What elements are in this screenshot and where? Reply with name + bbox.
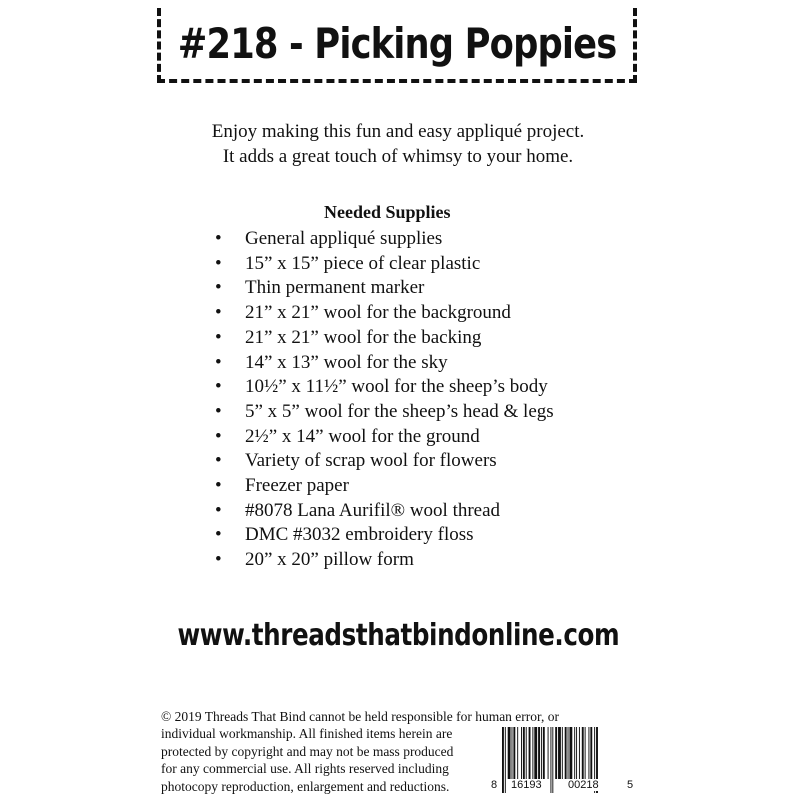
bullet-icon: • (215, 252, 222, 274)
list-item (215, 227, 554, 252)
barcode-bar (529, 727, 531, 779)
bullet-icon: • (215, 228, 222, 249)
list-item (215, 276, 554, 301)
barcode-left-digits: 16193 (511, 779, 542, 791)
supply-item-text: #8078 Lana Aurifil® wool thread (245, 499, 501, 521)
barcode-bar (548, 727, 549, 779)
supply-item-text: 21” x 21” wool for the background (245, 302, 511, 324)
intro-line-2: It adds a great touch of whimsy to your home. (222, 146, 574, 167)
supply-item-text: 15” x 15” piece of clear plastic (245, 252, 481, 274)
list-item (215, 474, 554, 499)
barcode-bar (569, 727, 572, 779)
supply-item-text: 21” x 21” wool for the backing (245, 326, 482, 348)
supply-item-text: 14” x 13” wool for the sky (245, 351, 448, 373)
bullet-icon: • (215, 475, 222, 497)
barcode-bar (512, 727, 513, 779)
bullet-icon: • (215, 302, 222, 324)
bullet-icon: • (215, 400, 222, 422)
barcode-right-digits: 00218 (568, 779, 599, 791)
bullet-icon: • (215, 351, 222, 373)
barcode-lead-digit: 8 (491, 779, 498, 791)
bullet-icon: • (215, 376, 222, 398)
bullet-icon: • (215, 277, 222, 299)
barcode-bar (562, 727, 563, 779)
barcode-bar (541, 727, 542, 779)
supply-item-text: Freezer paper (245, 475, 349, 497)
barcode-bar (508, 727, 511, 779)
supply-item-text: General appliqué supplies (245, 228, 443, 249)
list-item (215, 326, 554, 351)
barcode-bar (588, 727, 589, 779)
barcode-bar (521, 727, 522, 779)
barcode-bar (565, 727, 567, 779)
barcode-bar (582, 727, 584, 779)
bullet-icon: • (215, 499, 222, 521)
bullet-icon: • (215, 524, 222, 546)
barcode-bar (590, 727, 592, 779)
barcode-bar (523, 727, 525, 779)
barcode-bar (574, 727, 575, 779)
page-title: #218 - Picking Poppies (177, 19, 617, 68)
supply-item-text: 5” x 5” wool for the sheep’s head & legs (245, 400, 554, 422)
bullet-icon: • (215, 425, 222, 447)
list-item (215, 499, 554, 524)
copyright-line-2: individual workmanship. All finished items herein are (161, 726, 453, 741)
copyright-line-5: photocopy reproduction, enlargement and reductions. (161, 778, 450, 794)
barcode-bar (558, 727, 561, 779)
supplies-heading: Needed Supplies (324, 202, 451, 222)
intro-text (0, 119, 796, 169)
barcode-bar (576, 727, 577, 779)
barcode-bar (526, 727, 527, 779)
supplies-list (215, 227, 554, 573)
bullet-icon: • (215, 326, 222, 348)
barcode-bar (579, 727, 580, 779)
bullet-icon: • (215, 450, 222, 472)
list-item (215, 523, 554, 548)
barcode-bar (543, 727, 545, 779)
intro-line-1: Enjoy making this fun and easy appliqué project. (211, 121, 585, 142)
list-item (215, 548, 554, 573)
barcode-check-digit: 5 (627, 779, 634, 791)
list-item (215, 351, 554, 376)
barcode-bar (585, 727, 586, 779)
list-item (215, 449, 554, 474)
bullet-icon: • (215, 549, 222, 571)
copyright-line-4: for any commercial use. All rights reserved including (161, 761, 449, 777)
list-item (215, 375, 554, 400)
supply-item-text: 10½” x 11½” wool for the sheep’s body (245, 376, 548, 398)
barcode-bar (538, 727, 540, 779)
copyright-line-3: protected by copyright and may not be mass produced (161, 743, 454, 759)
barcode-bar (517, 727, 518, 779)
barcode-bar (534, 727, 537, 779)
list-item (215, 252, 554, 277)
supply-item-text: DMC #3032 embroidery floss (245, 524, 474, 546)
barcode-bar (555, 727, 557, 779)
barcode-bar (513, 727, 515, 779)
barcode-bar (532, 727, 533, 779)
website-url-text: www.threadsthatbindonline.com (177, 618, 619, 653)
supply-item-text: Variety of scrap wool for flowers (245, 450, 497, 472)
list-item (215, 301, 554, 326)
list-item (215, 400, 554, 425)
barcode-digits (490, 779, 635, 795)
website-url (0, 618, 796, 653)
barcode-bar (568, 727, 569, 779)
copyright-line-1: © 2019 Threads That Bind cannot be held responsible for human error, or (161, 709, 559, 724)
list-item (215, 425, 554, 450)
supply-item-text: 2½” x 14” wool for the ground (245, 425, 480, 447)
supply-item-text: 20” x 20” pillow form (245, 549, 414, 571)
copyright-notice (161, 725, 481, 795)
supply-item-text: Thin permanent marker (245, 277, 425, 299)
title-frame (157, 8, 637, 83)
